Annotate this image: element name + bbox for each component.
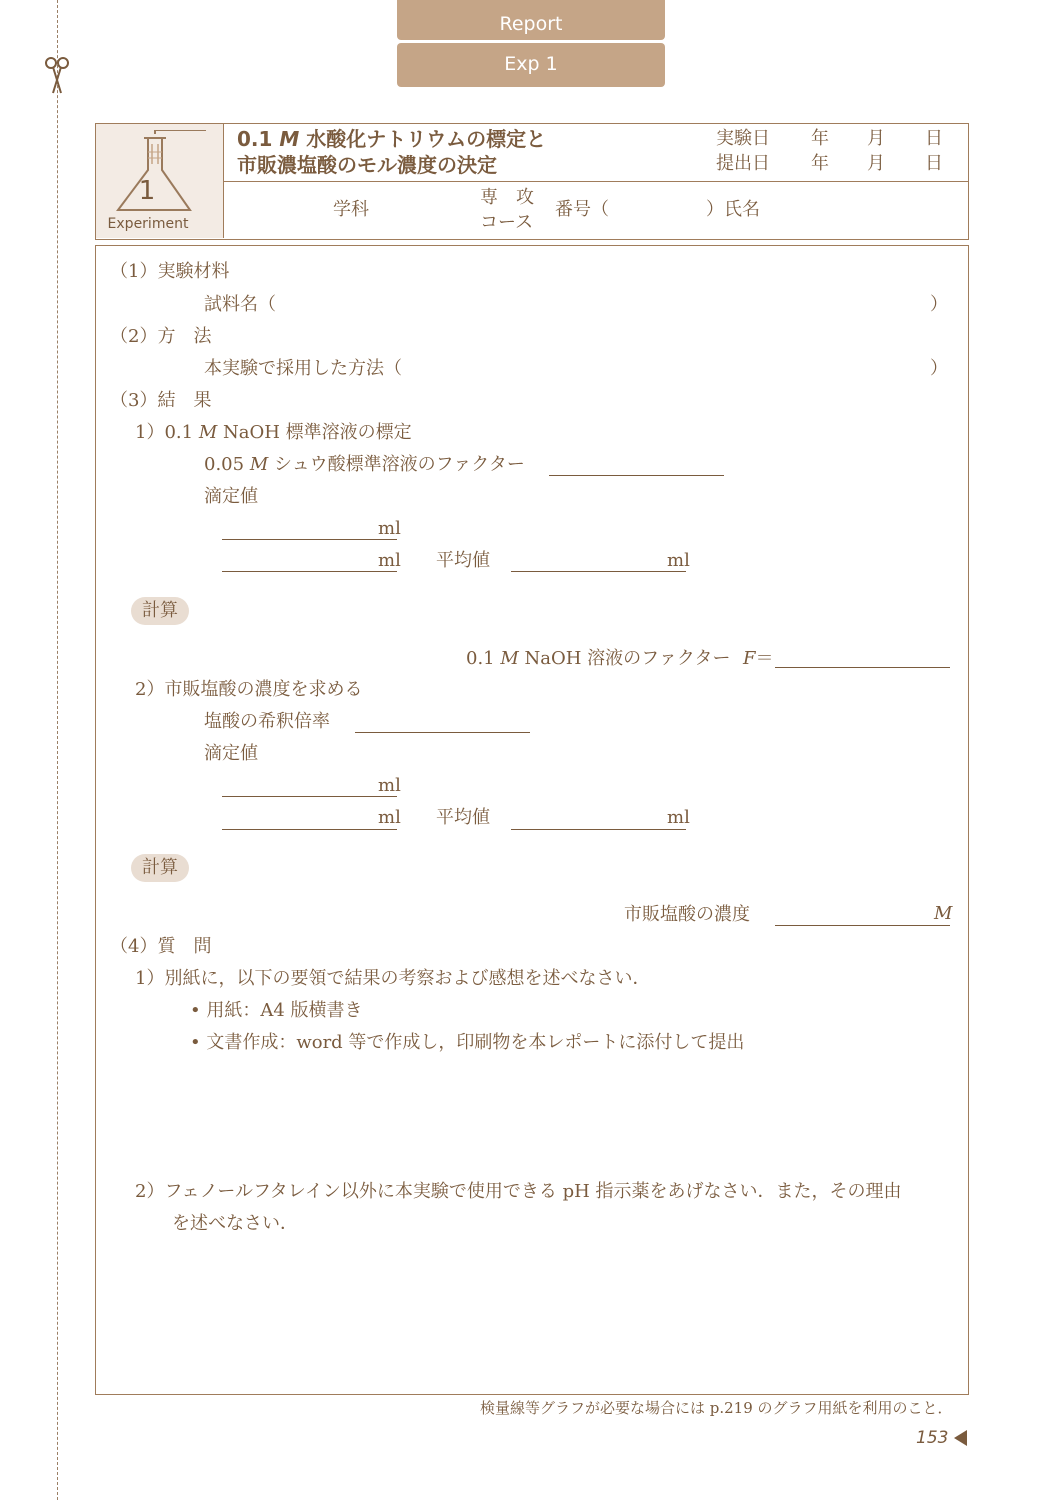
ml-unit: ml: [667, 550, 690, 571]
titration1-blank-1[interactable]: [222, 539, 397, 540]
titration-label-2: 滴定値: [204, 743, 258, 764]
page-arrow-icon: [954, 1430, 968, 1446]
method-close-paren: ）: [930, 358, 948, 379]
oxalic-factor-label: 0.05 M シュウ酸標準溶液のファクター: [204, 454, 525, 475]
ml-unit: ml: [378, 518, 401, 539]
experiment-badge: [96, 124, 224, 238]
experiment-title-line1: 0.1 M 水酸化ナトリウムの標定と: [237, 127, 547, 151]
average-label-2: 平均値: [436, 807, 490, 828]
question-1: 1）別紙に，以下の要領で結果の考察および感想を述べなさい．: [135, 968, 651, 989]
dilution-label: 塩酸の希釈倍率: [204, 711, 330, 732]
naoh-factor-blank[interactable]: [775, 667, 950, 668]
submit-date-label: 提出日: [716, 153, 770, 174]
header-divider: [224, 181, 968, 182]
titration1-blank-2[interactable]: [222, 571, 397, 572]
section-results: （3）結 果: [110, 390, 212, 411]
titration-label-1: 滴定値: [204, 486, 258, 507]
submit-year: 年: [811, 153, 829, 174]
titration2-blank-1[interactable]: [222, 796, 397, 797]
exp-tab: Exp 1: [397, 43, 665, 87]
result2-heading: 2）市販塩酸の濃度を求める: [135, 679, 363, 700]
average1-blank[interactable]: [511, 571, 686, 572]
exp-date-label: 実験日: [716, 128, 770, 149]
section-materials: （1）実験材料: [110, 261, 230, 282]
section-questions: （4）質 問: [110, 936, 212, 957]
submit-month: 月: [867, 153, 885, 174]
section-method: （2）方 法: [110, 326, 212, 347]
ml-unit: ml: [378, 550, 401, 571]
experiment-label: Experiment: [107, 216, 189, 232]
experiment-title-line2: 市販濃塩酸のモル濃度の決定: [237, 153, 497, 177]
course-label: コース: [480, 212, 534, 233]
sample-name-label: 試料名（: [204, 294, 276, 315]
exp-day: 日: [925, 128, 943, 149]
ml-unit: ml: [378, 775, 401, 796]
oxalic-factor-blank[interactable]: [549, 475, 724, 476]
concentration-unit: M: [934, 903, 953, 924]
result1-heading: 1）0.1 M NaOH 標準溶液の標定: [135, 422, 412, 443]
average2-blank[interactable]: [511, 829, 686, 830]
calc-badge-1: 計算: [131, 597, 189, 625]
method-label: 本実験で採用した方法（: [204, 358, 402, 379]
name-label: ）氏名: [706, 199, 760, 220]
naoh-factor-label: 0.1 M NaOH 溶液のファクター: [466, 648, 731, 669]
titration2-blank-2[interactable]: [222, 829, 397, 830]
scissors-icon: [42, 55, 72, 95]
question-1-bullet-1: • 用紙：A4 版横書き: [190, 1000, 363, 1021]
department-label: 学科: [333, 199, 369, 220]
submit-day: 日: [925, 153, 943, 174]
dilution-blank[interactable]: [355, 732, 530, 733]
number-label: 番号（: [555, 199, 609, 220]
experiment-number: 1: [138, 176, 156, 206]
graph-paper-note: 検量線等グラフが必要な場合には p.219 のグラフ用紙を利用のこと．: [480, 1399, 953, 1417]
ml-unit: ml: [378, 807, 401, 828]
concentration-blank[interactable]: [775, 925, 950, 926]
average-label-1: 平均値: [436, 550, 490, 571]
calc-badge-2: 計算: [131, 854, 189, 882]
question-2-line1: 2）フェノールフタレイン以外に本実験で使用できる pH 指示薬をあげなさい．また，その理由: [135, 1181, 902, 1202]
factor-symbol: F＝: [743, 648, 774, 669]
exp-year: 年: [811, 128, 829, 149]
cut-line: [57, 0, 58, 1500]
ml-unit: ml: [667, 807, 690, 828]
question-2-line2: を述べなさい．: [172, 1213, 298, 1234]
concentration-label: 市販塩酸の濃度: [624, 904, 750, 925]
major-label: 専 攻: [480, 187, 534, 208]
question-1-bullet-2: • 文書作成：word 等で作成し，印刷物を本レポートに添付して提出: [190, 1032, 745, 1053]
report-tab: Report: [397, 0, 665, 40]
page-number: 153: [916, 1428, 949, 1448]
sample-close-paren: ）: [930, 294, 948, 315]
exp-month: 月: [867, 128, 885, 149]
